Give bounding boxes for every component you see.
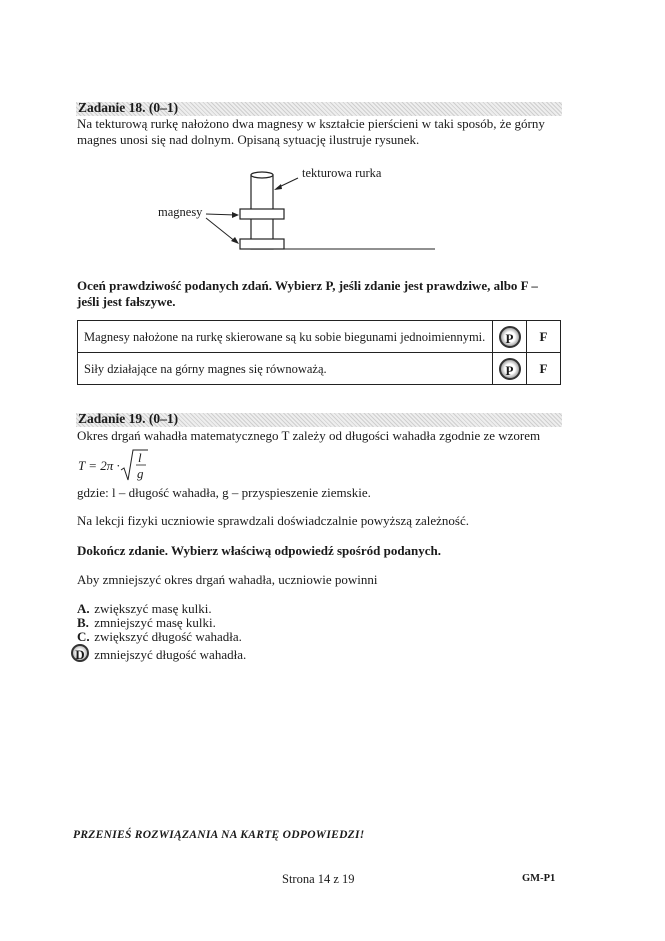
table-row (78, 353, 561, 385)
page-number: Strona 14 z 19 (282, 872, 355, 886)
option-f[interactable]: F (527, 321, 561, 353)
upper-magnet (240, 209, 284, 219)
task19-text: Okres drgań wahadła matematycznego T zależy od długości wahadła zgodnie ze wzorem (77, 428, 541, 443)
exam-code: GM-P1 (522, 873, 556, 884)
option-letter: C. (77, 629, 90, 644)
table-row (78, 321, 561, 353)
task19-stem: Aby zmniejszyć okres drgań wahadła, uczniowie powinni (77, 572, 378, 587)
option-d[interactable] (77, 644, 246, 662)
task19-title: Zadanie 19. (0–1) (78, 411, 179, 426)
pendulum-formula (78, 448, 198, 484)
task19-context: Na lekcji fizyki uczniowie sprawdzali doświadczalnie powyższą zależność. (77, 513, 469, 528)
statements-table (77, 320, 561, 385)
label-tube: tekturowa rurka (302, 166, 382, 180)
option-text: zmniejszyć masę kulki. (94, 615, 216, 630)
selected-circle: D (71, 644, 89, 662)
selected-circle: P (499, 358, 521, 380)
option-f[interactable]: F (527, 353, 561, 385)
option-letter: B. (77, 615, 89, 630)
task18-instruction: Oceń prawdziwość podanych zdań. Wybierz P, jeśli zdanie jest prawdziwe, albo F – jeśli jest fałszywe. (77, 278, 538, 309)
task18-text: Na tekturową rurkę nałożono dwa magnesy w kształcie pierścieni w taki sposób, że górny magnes unosi się nad dolnym. Opisaną sytuację ilustruje rysunek. (77, 116, 545, 147)
formula-lhs: T = 2π · (78, 458, 120, 473)
option-letter: A. (77, 601, 90, 616)
statement-text: Siły działające na górny magnes się równoważą. (78, 353, 493, 385)
option-text: zwiększyć masę kulki. (94, 601, 212, 616)
sqrt-sign (120, 448, 150, 484)
task19-header (76, 413, 562, 427)
task19-where: gdzie: l – długość wahadła, g – przyspieszenie ziemskie. (77, 485, 371, 500)
task18-header (76, 102, 562, 116)
option-text: zmniejszyć długość wahadła. (94, 647, 247, 662)
task18-title: Zadanie 18. (0–1) (78, 100, 179, 115)
footer-note: PRZENIEŚ ROZWIĄZANIA NA KARTĘ ODPOWIEDZI! (73, 829, 365, 841)
lower-magnet (240, 239, 284, 249)
option-c[interactable] (77, 629, 242, 644)
option-p[interactable] (493, 353, 527, 385)
formula-denominator: g (137, 466, 144, 481)
selected-circle: P (499, 326, 521, 348)
option-b[interactable] (77, 615, 216, 630)
formula-numerator: l (138, 450, 142, 465)
option-a[interactable] (77, 601, 212, 616)
task19-instruction: Dokończ zdanie. Wybierz właściwą odpowiedź spośród podanych. (77, 543, 442, 558)
option-text: zwiększyć długość wahadła. (94, 629, 242, 644)
statement-text: Magnesy nałożone na rurkę skierowane są ku sobie biegunami jednoimiennymi. (78, 321, 493, 353)
option-p[interactable] (493, 321, 527, 353)
label-magnets: magnesy (158, 205, 203, 219)
